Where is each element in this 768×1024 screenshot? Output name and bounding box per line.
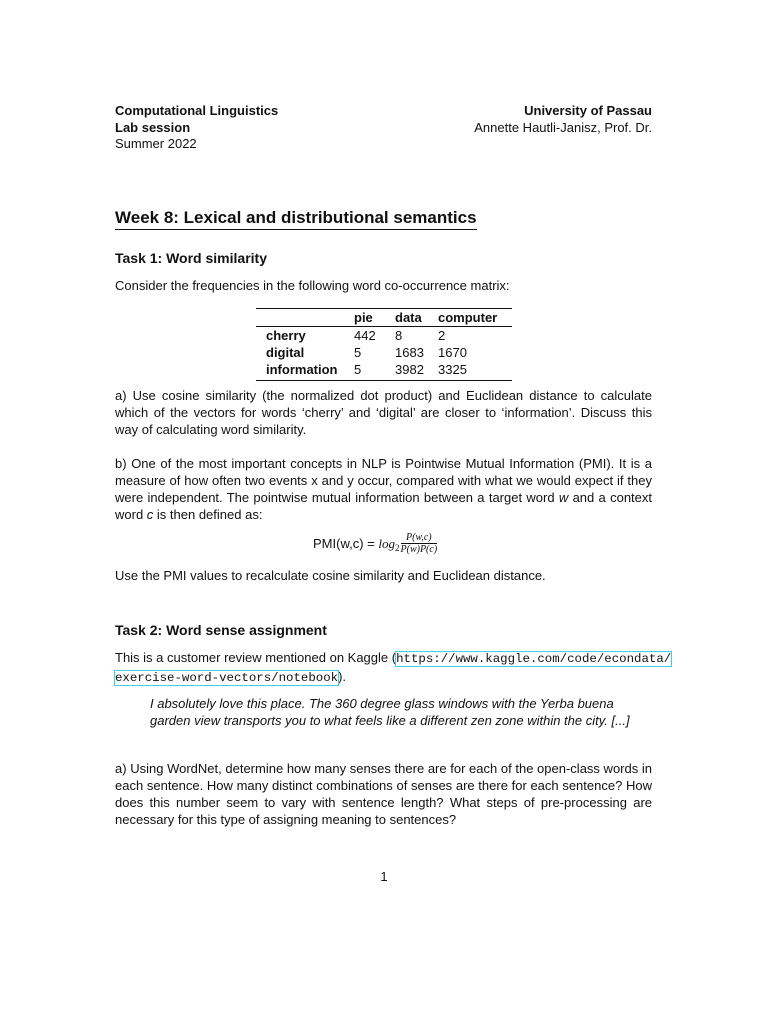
university: University of Passau [524, 103, 652, 118]
matrix-col-header: pie [354, 310, 373, 325]
matrix-cell: 2 [438, 328, 446, 343]
matrix-cell: 8 [395, 328, 403, 343]
part-b-text: is then defined as: [153, 507, 263, 522]
page-title: Week 8: Lexical and distributional semantics [115, 208, 477, 230]
matrix-col-header: computer [438, 310, 498, 325]
course-name: Computational Linguistics [115, 103, 279, 118]
kaggle-link-continued[interactable]: exercise-word-vectors/notebook [115, 671, 339, 685]
matrix-cell: 3325 [438, 362, 467, 377]
formula-fraction [401, 532, 438, 555]
formula-denominator: P(w)P(c) [400, 544, 438, 555]
header-left [115, 103, 278, 153]
part-b-text: and a context word [115, 490, 653, 522]
kaggle-link[interactable]: https://www.kaggle.com/code/econdata/ [396, 652, 672, 666]
formula-lhs: PMI(w,c) = [313, 536, 379, 551]
cooccurrence-matrix [256, 308, 512, 381]
task2-heading: Task 2: Word sense assignment [115, 622, 327, 638]
task2-part-a: a) Using WordNet, determine how many senses there are for each of the open-class words in each sentence. How many distinct combinations of senses are there for each sentence? How does this number seem to vary with sentence length? What steps of pre-processing are necessary for this type of assigning meaning to sentences? [115, 761, 652, 827]
var-w: w [558, 490, 569, 505]
matrix-cell: 442 [354, 328, 376, 343]
matrix-cell: 1683 [395, 345, 424, 360]
task1-part-a: a) Use cosine similarity (the normalized dot product) and Euclidean distance to calculate which of the vectors for words ‘cherry’ and ‘digital’ are closer to ‘information’. Discuss this way of calculating word similarity. [115, 388, 652, 437]
matrix-row [256, 361, 512, 378]
formula-numerator: P(w,c) [406, 532, 432, 543]
matrix-cell: 5 [354, 345, 362, 360]
matrix-row-word: cherry [266, 328, 306, 343]
matrix-row-word: digital [266, 345, 305, 360]
page-number: 1 [380, 869, 388, 884]
review-quote: I absolutely love this place. The 360 degree glass windows with the Yerba buena garden view transports you to what feels like a different zen zone within the city. [...] [150, 696, 630, 728]
task1-part-b-after: Use the PMI values to recalculate cosine similarity and Euclidean distance. [115, 568, 546, 583]
matrix-row-word: information [266, 362, 338, 377]
task2-intro-text: This is a customer review mentioned on Kaggle ( [115, 650, 397, 665]
task1-intro: Consider the frequencies in the following word co-occurrence matrix: [115, 278, 510, 293]
formula-base: 2 [395, 542, 400, 553]
matrix-header-row [256, 309, 512, 327]
part-b-text: b) One of the most important concepts in NLP is Pointwise Mutual Information (PMI). It is a measure of how often two events x and y occur, compared with what we would expect if they were independent. The pointwise mutual information between a target word [115, 456, 652, 505]
var-c: c [146, 507, 154, 522]
matrix-cell: 3982 [395, 362, 424, 377]
pmi-formula [313, 532, 437, 555]
task1-part-b [115, 455, 652, 523]
matrix-row [256, 327, 512, 345]
task1-heading: Task 1: Word similarity [115, 250, 267, 266]
task2-intro-text: ). [338, 669, 347, 684]
session-type: Lab session [115, 119, 191, 135]
matrix-cell: 1670 [438, 345, 467, 360]
matrix-cell: 5 [354, 362, 362, 377]
matrix-row [256, 344, 512, 361]
formula-log: log [378, 535, 395, 551]
term: Summer 2022 [115, 136, 197, 151]
matrix-corner [256, 309, 354, 327]
matrix-col-header: data [395, 310, 422, 325]
header-right [474, 103, 652, 136]
instructor: Annette Hautli-Janisz, Prof. Dr. [474, 119, 652, 135]
task2-intro [115, 649, 675, 687]
